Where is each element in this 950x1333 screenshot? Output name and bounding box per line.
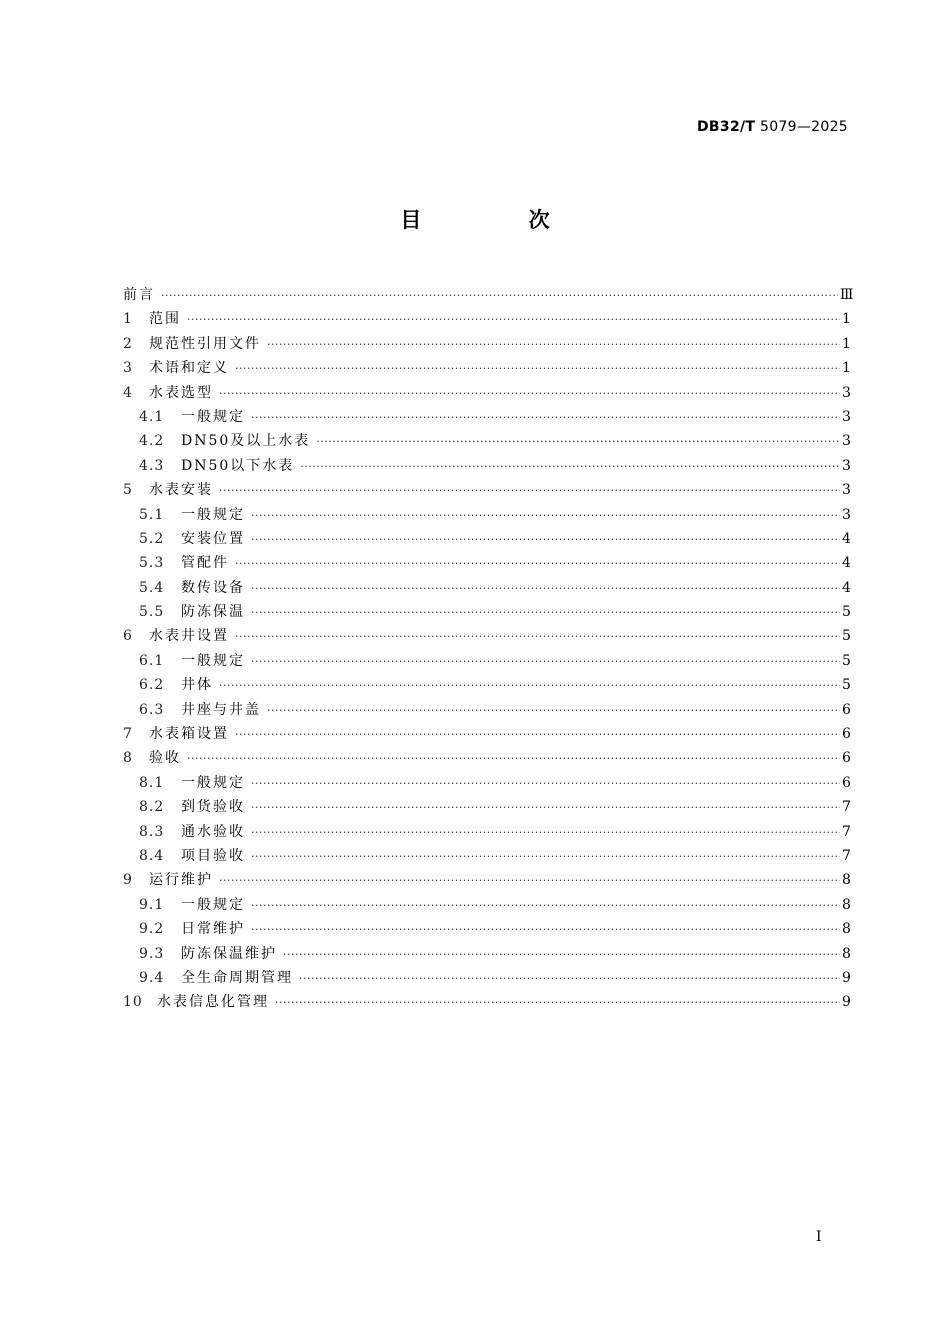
toc-dot-leader <box>235 552 840 576</box>
toc-entry-title: 运行维护 <box>149 872 213 889</box>
toc-entry-title: 井体 <box>181 677 213 694</box>
toc-dot-leader <box>251 772 840 796</box>
toc-entry-number: 9.1 <box>139 896 165 913</box>
toc-entry-title: 规范性引用文件 <box>149 335 261 352</box>
toc-entry[interactable] <box>123 722 850 746</box>
toc-entry[interactable] <box>123 283 854 307</box>
toc-entry[interactable] <box>123 966 850 990</box>
toc-entry-page: 4 <box>842 530 851 547</box>
toc-dot-leader <box>283 943 840 967</box>
toc-entry[interactable] <box>123 990 850 1014</box>
toc-entry-page: 1 <box>842 335 851 352</box>
toc-entry-number: 5.1 <box>139 506 165 523</box>
toc-dot-leader <box>251 601 840 625</box>
toc-dot-leader <box>299 967 840 991</box>
toc-entry-title: 水表井设置 <box>149 628 229 645</box>
toc-entry[interactable] <box>123 698 850 722</box>
toc-dot-leader <box>267 333 840 357</box>
toc-entry-page: 6 <box>842 701 851 718</box>
toc-entry-page: 8 <box>842 921 851 938</box>
toc-dot-leader <box>219 869 840 893</box>
toc-dot-leader <box>275 991 840 1015</box>
toc-entry-page: 7 <box>842 799 851 816</box>
toc-entry-title: 一般规定 <box>181 896 245 913</box>
toc-entry-page: 5 <box>842 628 851 645</box>
toc-entry-number: 9 <box>123 872 133 889</box>
toc-entry[interactable] <box>123 649 850 673</box>
toc-entry-title: 水表选型 <box>149 384 213 401</box>
toc-entry-title: 防冻保温 <box>181 604 245 621</box>
toc-dot-leader <box>251 918 840 942</box>
toc-entry-page: 1 <box>842 311 851 328</box>
toc-dot-leader <box>161 284 838 308</box>
toc-dot-leader <box>219 382 840 406</box>
toc-dot-leader <box>235 625 840 649</box>
table-of-contents <box>123 283 854 1015</box>
toc-entry-number: 5 <box>123 482 133 499</box>
document-code-number: 5079—2025 <box>760 119 848 135</box>
toc-entry-page: 7 <box>842 847 851 864</box>
toc-entry-title: 井座与井盖 <box>181 701 261 718</box>
toc-dot-leader <box>251 504 840 528</box>
toc-entry-number: 4.3 <box>139 457 165 474</box>
toc-dot-leader <box>187 747 840 771</box>
toc-entry[interactable] <box>123 454 850 478</box>
toc-entry-number: 5.3 <box>139 555 165 572</box>
toc-entry-number: 7 <box>123 726 133 743</box>
toc-entry-title: DN50以下水表 <box>181 457 295 474</box>
toc-entry[interactable] <box>123 527 850 551</box>
toc-entry-page: 8 <box>842 945 851 962</box>
toc-entry[interactable] <box>123 844 850 868</box>
toc-entry-title: 水表安装 <box>149 482 213 499</box>
document-code <box>697 119 848 135</box>
toc-entry-number: 8.3 <box>139 823 165 840</box>
toc-entry-page: 1 <box>842 360 851 377</box>
toc-entry-number: 8.1 <box>139 774 165 791</box>
toc-entry-page: 5 <box>842 677 851 694</box>
toc-entry-title: 日常维护 <box>181 921 245 938</box>
toc-entry[interactable] <box>123 332 850 356</box>
page-number: I <box>816 1229 822 1245</box>
toc-dot-leader <box>219 674 840 698</box>
toc-entry-number: 8 <box>123 750 133 767</box>
toc-entry-page: 5 <box>842 604 851 621</box>
toc-entry-number: 9.2 <box>139 921 165 938</box>
toc-entry-page: 9 <box>842 969 851 986</box>
toc-entry[interactable] <box>123 673 850 697</box>
toc-entry-page: 6 <box>842 774 851 791</box>
toc-entry-title: 管配件 <box>181 555 229 572</box>
toc-entry-page: 4 <box>842 579 851 596</box>
toc-dot-leader <box>235 723 840 747</box>
toc-dot-leader <box>251 577 840 601</box>
toc-entry-title: 全生命周期管理 <box>181 969 293 986</box>
toc-entry[interactable] <box>123 356 850 380</box>
toc-dot-leader <box>235 357 840 381</box>
toc-entry-page: 8 <box>842 896 851 913</box>
toc-entry-number: 4 <box>123 384 133 401</box>
toc-entry[interactable] <box>123 381 850 405</box>
toc-entry-page: 6 <box>842 726 851 743</box>
toc-entry-page: 8 <box>842 872 851 889</box>
toc-entry[interactable] <box>123 429 850 453</box>
toc-entry[interactable] <box>123 893 850 917</box>
toc-entry-title: 数传设备 <box>181 579 245 596</box>
toc-entry-title: 术语和定义 <box>149 360 229 377</box>
toc-entry-page: 3 <box>842 408 851 425</box>
toc-entry-number: 9.3 <box>139 945 165 962</box>
toc-entry-number: 8.4 <box>139 847 165 864</box>
toc-entry-number: 2 <box>123 335 133 352</box>
toc-entry-title: 项目验收 <box>181 847 245 864</box>
toc-entry-page: 9 <box>842 994 851 1011</box>
toc-entry[interactable] <box>123 942 850 966</box>
toc-entry-page: 7 <box>842 823 851 840</box>
toc-entry-number: 9.4 <box>139 969 165 986</box>
toc-entry-title: 通水验收 <box>181 823 245 840</box>
document-code-prefix: DB32/T <box>697 119 756 135</box>
toc-entry-number: 6.1 <box>139 652 165 669</box>
toc-title: 目 次 <box>400 208 600 232</box>
toc-entry-title: 水表信息化管理 <box>157 994 269 1011</box>
toc-entry-page: 6 <box>842 750 851 767</box>
toc-entry-page: Ⅲ <box>839 287 854 303</box>
toc-entry-title: 一般规定 <box>181 408 245 425</box>
toc-dot-leader <box>251 796 840 820</box>
toc-entry-page: 3 <box>842 506 851 523</box>
toc-entry-number: 5.4 <box>139 579 165 596</box>
toc-entry-number: 6.3 <box>139 701 165 718</box>
toc-entry-title: 水表箱设置 <box>149 726 229 743</box>
toc-dot-leader <box>251 894 840 918</box>
toc-dot-leader <box>251 845 840 869</box>
toc-entry[interactable] <box>123 795 850 819</box>
toc-entry[interactable] <box>123 868 850 892</box>
toc-entry-number: 5.2 <box>139 530 165 547</box>
toc-entry-page: 5 <box>842 652 851 669</box>
toc-dot-leader <box>251 406 840 430</box>
toc-dot-leader <box>267 699 840 723</box>
toc-entry-number: 4.1 <box>139 408 165 425</box>
toc-dot-leader <box>316 430 840 454</box>
toc-entry-page: 3 <box>842 433 851 450</box>
toc-entry-number: 4.2 <box>139 433 165 450</box>
toc-entry-page: 3 <box>842 457 851 474</box>
toc-entry-page: 3 <box>842 384 851 401</box>
toc-dot-leader <box>219 479 840 503</box>
toc-entry-title: 一般规定 <box>181 652 245 669</box>
toc-entry-page: 4 <box>842 555 851 572</box>
toc-entry-number: 8.2 <box>139 799 165 816</box>
toc-entry-title: 一般规定 <box>181 774 245 791</box>
toc-entry-title: 范围 <box>149 311 181 328</box>
toc-entry-title: 前言 <box>123 287 155 303</box>
toc-dot-leader <box>187 308 840 332</box>
toc-entry[interactable] <box>123 600 850 624</box>
toc-entry-number: 10 <box>123 994 143 1011</box>
toc-entry[interactable] <box>123 820 850 844</box>
toc-dot-leader <box>251 528 840 552</box>
toc-entry-title: 到货验收 <box>181 799 245 816</box>
toc-entry[interactable] <box>123 405 850 429</box>
toc-entry-number: 5.5 <box>139 604 165 621</box>
toc-entry-title: 防冻保温维护 <box>181 945 277 962</box>
toc-entry-title: 安装位置 <box>181 530 245 547</box>
toc-entry[interactable] <box>123 746 850 770</box>
toc-entry[interactable] <box>123 551 850 575</box>
toc-entry-title: DN50及以上水表 <box>181 433 311 450</box>
toc-entry[interactable] <box>123 771 850 795</box>
toc-dot-leader <box>300 455 840 479</box>
toc-entry[interactable] <box>123 503 850 527</box>
toc-entry-page: 3 <box>842 482 851 499</box>
toc-entry-number: 3 <box>123 360 133 377</box>
toc-entry[interactable] <box>123 576 850 600</box>
toc-entry-title: 验收 <box>149 750 181 767</box>
toc-entry[interactable] <box>123 624 850 648</box>
toc-entry-title: 一般规定 <box>181 506 245 523</box>
toc-entry[interactable] <box>123 307 850 331</box>
toc-dot-leader <box>251 821 840 845</box>
toc-entry[interactable] <box>123 478 850 502</box>
toc-entry-number: 6 <box>123 628 133 645</box>
toc-dot-leader <box>251 650 840 674</box>
toc-entry-number: 6.2 <box>139 677 165 694</box>
toc-entry-number: 1 <box>123 311 133 328</box>
toc-entry[interactable] <box>123 917 850 941</box>
